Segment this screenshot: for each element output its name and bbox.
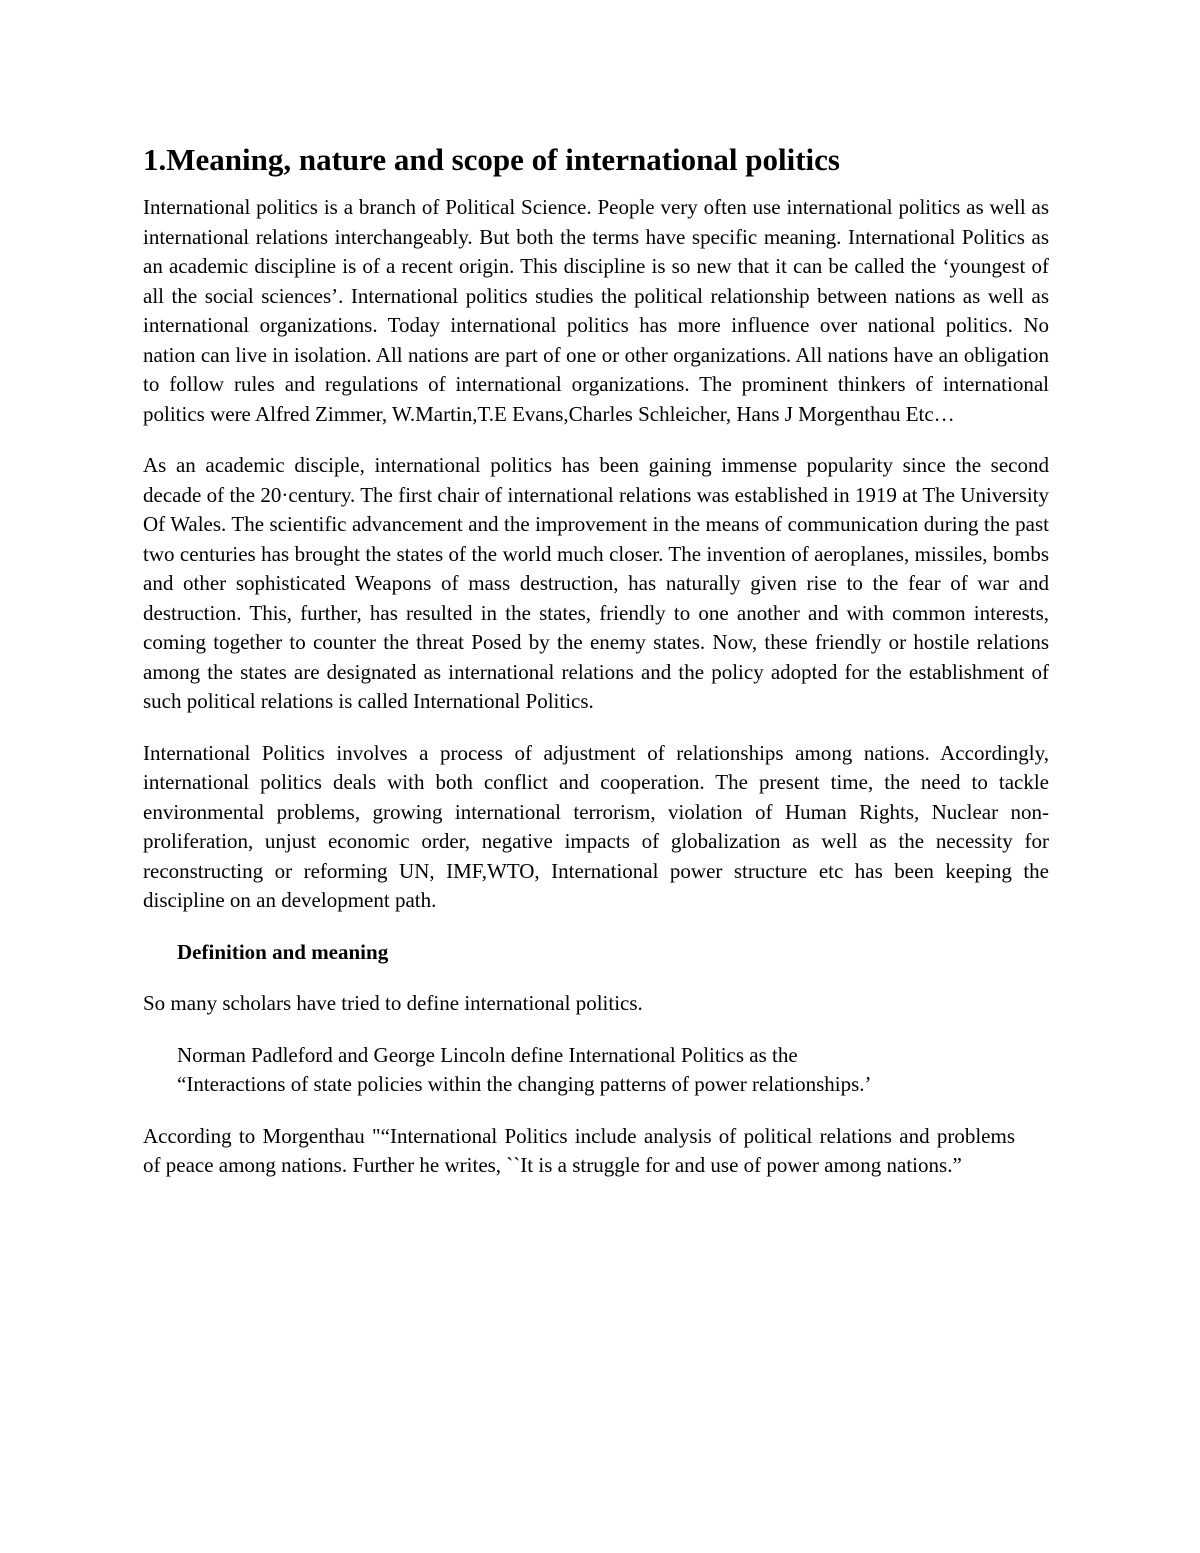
quote-padleford-line-2: “Interactions of state policies within the changing patterns of power relationships.’ bbox=[177, 1072, 872, 1096]
paragraph-history: As an academic disciple, international politics has been gaining immense popularity since the second decade of the 20·century. The first chair of international relations was established in 1919 at The University Of Wales. The scientific advancement and the improvement in the means of communication during the past two centuries has brought the states of the world much closer. The invention of aeroplanes, missiles, bombs and other sophisticated Weapons of mass destruction, has naturally given rise to the fear of war and destruction. This, further, has resulted in the states, friendly to one another and with common interests, coming together to counter the threat Posed by the enemy states. Now, these friendly or hostile relations among the states are designated as international relations and the policy adopted for the establishment of such political relations is called International Politics. bbox=[143, 453, 1049, 713]
paragraph-scope: International Politics involves a process of adjustment of relationships among nations. Accordingly, international politics deals with both conflict and cooperation. The present time, the need to tackle environmental problems, growing international terrorism, violation of Human Rights, Nuclear non- proliferation, unjust economic order, negative impacts of globalization as well as the necessity for reconstructing or reforming UN, IMF,WTO, International power structure etc has been keeping the discipline on an development path. bbox=[143, 740, 1049, 912]
quote-morgenthau: According to Morgenthau "“International Politics include analysis of political relations and problems of peace among nations. Further he writes, ``It is a struggle for and use of power among nations.” bbox=[143, 1123, 1015, 1177]
quote-padleford-lincoln bbox=[177, 1041, 1049, 1100]
definition-intro: So many scholars have tried to define international politics. bbox=[143, 991, 643, 1015]
page-title: 1.Meaning, nature and scope of international politics bbox=[143, 142, 840, 177]
quote-padleford-line-1: Norman Padleford and George Lincoln define International Politics as the bbox=[177, 1042, 798, 1067]
paragraph-intro: International politics is a branch of Political Science. People very often use international politics as well as international relations interchangeably. But both the terms have specific meaning. International Politics as an academic discipline is of a recent origin. This discipline is so new that it can be called the ‘youngest of all the social sciences’. International politics studies the political relationship between nations as well as international organizations. Today international politics has more influence over national politics. No nation can live in isolation. All nations are part of one or other organizations. All nations have an obligation to follow rules and regulations of international organizations. The prominent thinkers of international politics were Alfred Zimmer, W.Martin,T.E Evans,Charles Schleicher, Hans J Morgenthau Etc… bbox=[143, 195, 1049, 426]
section-subheading: Definition and meaning bbox=[177, 939, 389, 964]
document-content bbox=[143, 140, 1049, 1203]
